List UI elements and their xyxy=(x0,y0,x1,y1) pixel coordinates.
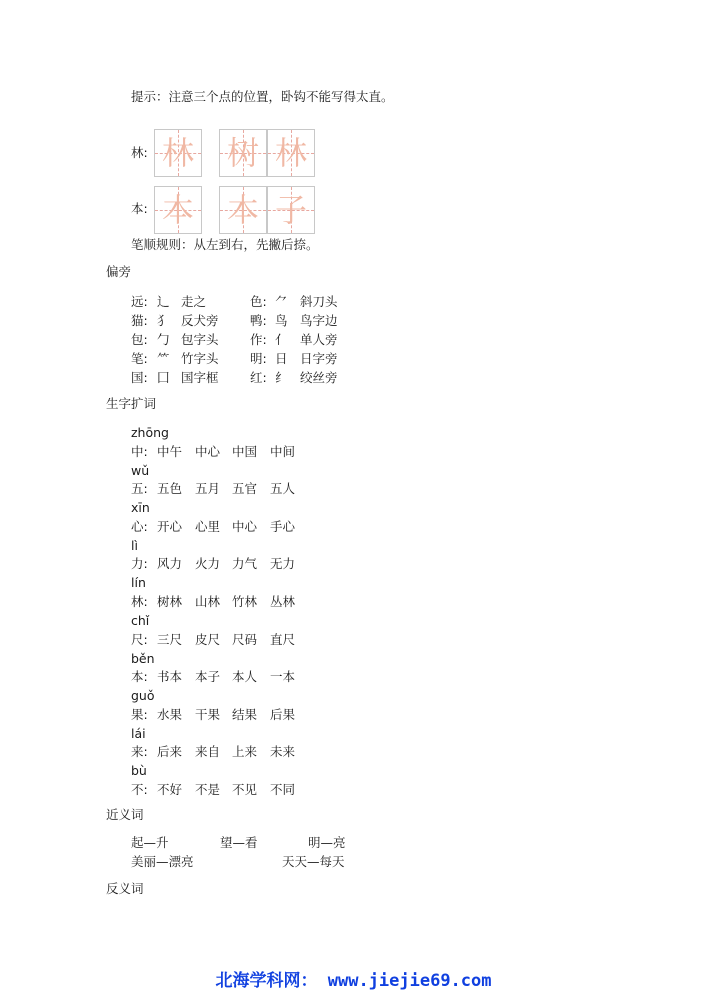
radical-symbol: 亻 xyxy=(275,332,288,347)
vocab-word: 手心 xyxy=(270,519,296,534)
vocab-word: 后来 xyxy=(157,744,183,759)
radical-symbol: ⺈ xyxy=(275,294,288,309)
vocab-word: 五人 xyxy=(270,481,296,496)
vocab-word: 结果 xyxy=(232,707,258,722)
footer-watermark: 北海学科网： www.jiejie69.com xyxy=(215,971,492,991)
vocab-character: 心: xyxy=(131,519,148,534)
section-heading-synonyms: 近义词 xyxy=(106,807,144,822)
synonym-pair: 望—看 xyxy=(220,835,258,850)
vocab-word: 无力 xyxy=(270,556,296,571)
vocab-character: 来: xyxy=(131,744,148,759)
radical-symbol: 日 xyxy=(275,351,288,366)
vocab-word: 山林 xyxy=(195,594,221,609)
section-heading-vocab: 生字扩词 xyxy=(106,396,157,411)
radical-name: 鸟字边 xyxy=(300,313,338,328)
writing-grid-cell xyxy=(219,186,267,234)
radical-symbol: 辶 xyxy=(157,294,170,309)
vocab-pinyin: guǒ xyxy=(131,688,155,703)
radical-symbol: 勹 xyxy=(157,332,170,347)
vocab-pinyin: bù xyxy=(131,763,147,778)
vocab-character: 力: xyxy=(131,556,148,571)
radical-symbol: 鸟 xyxy=(275,313,288,328)
vocab-pinyin: lái xyxy=(131,726,146,741)
vocab-word: 干果 xyxy=(195,707,221,722)
vocab-word: 中心 xyxy=(232,519,258,534)
vocab-word: 皮尺 xyxy=(195,632,221,647)
radical-symbol: ⺮ xyxy=(157,351,170,366)
vocab-pinyin: xīn xyxy=(131,500,150,515)
vocab-word: 中午 xyxy=(157,444,183,459)
vocab-character: 林: xyxy=(131,594,148,609)
vocab-word: 水果 xyxy=(157,707,183,722)
synonym-pair: 明—亮 xyxy=(308,835,346,850)
radical-char: 明: xyxy=(250,351,267,366)
radical-char: 红: xyxy=(250,370,267,385)
writing-grid-cell xyxy=(267,186,315,234)
vocab-word: 尺码 xyxy=(232,632,258,647)
radical-name: 单人旁 xyxy=(300,332,338,347)
vocab-word: 书本 xyxy=(157,669,183,684)
vocab-word: 火力 xyxy=(195,556,221,571)
vocab-word: 五色 xyxy=(157,481,183,496)
radical-char: 作: xyxy=(250,332,267,347)
synonym-pair: 天天—每天 xyxy=(282,854,345,869)
vocab-word: 直尺 xyxy=(270,632,296,647)
radical-name: 国字框 xyxy=(181,370,219,385)
vocab-word: 一本 xyxy=(270,669,296,684)
vocab-word: 丛林 xyxy=(270,594,296,609)
vocab-word: 未来 xyxy=(270,744,296,759)
vocab-word: 不好 xyxy=(157,782,183,797)
writing-row-label: 林: xyxy=(131,145,148,160)
vocab-word: 本人 xyxy=(232,669,258,684)
stroke-order-rule: 笔顺规则：从左到右，先撇后捺。 xyxy=(131,237,319,252)
trace-character: 子 xyxy=(274,191,307,229)
vocab-word: 本子 xyxy=(195,669,221,684)
vocab-word: 三尺 xyxy=(157,632,183,647)
vocab-word: 不同 xyxy=(270,782,296,797)
writing-grid-cell xyxy=(219,129,267,177)
vocab-word: 心里 xyxy=(195,519,221,534)
writing-grid-cell xyxy=(154,186,202,234)
vocab-character: 果: xyxy=(131,707,148,722)
vocab-pinyin: wǔ xyxy=(131,463,150,478)
trace-character: 树 xyxy=(226,134,259,172)
radical-char: 色: xyxy=(250,294,267,309)
section-heading-antonyms: 反义词 xyxy=(106,881,144,896)
radical-char: 猫: xyxy=(131,313,148,328)
vocab-word: 来自 xyxy=(195,744,221,759)
radical-symbol: 囗 xyxy=(157,370,170,385)
hint-text: 提示：注意三个点的位置，卧钩不能写得太直。 xyxy=(131,89,394,104)
radical-name: 竹字头 xyxy=(181,351,219,366)
vocab-character: 五: xyxy=(131,481,148,496)
vocab-word: 五官 xyxy=(232,481,258,496)
vocab-word: 不见 xyxy=(232,782,258,797)
radical-name: 日字旁 xyxy=(300,351,338,366)
radical-name: 包字头 xyxy=(181,332,219,347)
synonym-pair: 美丽—漂亮 xyxy=(131,854,194,869)
trace-character: 林 xyxy=(274,134,307,172)
radical-char: 远: xyxy=(131,294,148,309)
writing-grid-cell xyxy=(267,129,315,177)
section-heading-radicals: 偏旁 xyxy=(106,264,132,279)
vocab-word: 风力 xyxy=(157,556,183,571)
vocab-word: 上来 xyxy=(232,744,258,759)
radical-symbol: 纟 xyxy=(275,370,288,385)
trace-character: 本 xyxy=(226,191,259,229)
vocab-pinyin: běn xyxy=(131,651,155,666)
vocab-word: 竹林 xyxy=(232,594,258,609)
trace-character: 本 xyxy=(161,191,194,229)
vocab-word: 五月 xyxy=(195,481,221,496)
synonym-pair: 起—升 xyxy=(131,835,169,850)
vocab-pinyin: lì xyxy=(131,538,138,553)
radical-char: 笔: xyxy=(131,351,148,366)
vocab-word: 后果 xyxy=(270,707,296,722)
trace-character: 林 xyxy=(161,134,194,172)
radical-name: 反犬旁 xyxy=(181,313,219,328)
radical-name: 走之 xyxy=(181,294,207,309)
vocab-word: 树林 xyxy=(157,594,183,609)
vocab-word: 开心 xyxy=(157,519,183,534)
vocab-word: 中国 xyxy=(232,444,258,459)
vocab-character: 中: xyxy=(131,444,148,459)
radical-name: 绞丝旁 xyxy=(300,370,338,385)
writing-row-label: 本: xyxy=(131,201,148,216)
radical-name: 斜刀头 xyxy=(300,294,338,309)
vocab-pinyin: lín xyxy=(131,575,146,590)
vocab-character: 不: xyxy=(131,782,148,797)
radical-char: 鸭: xyxy=(250,313,267,328)
vocab-word: 不是 xyxy=(195,782,221,797)
vocab-word: 中间 xyxy=(270,444,296,459)
vocab-word: 中心 xyxy=(195,444,221,459)
vocab-character: 尺: xyxy=(131,632,148,647)
writing-grid-cell xyxy=(154,129,202,177)
radical-char: 国: xyxy=(131,370,148,385)
vocab-word: 力气 xyxy=(232,556,258,571)
vocab-pinyin: zhōng xyxy=(131,425,169,440)
radical-char: 包: xyxy=(131,332,148,347)
radical-symbol: 犭 xyxy=(157,313,170,328)
vocab-pinyin: chǐ xyxy=(131,613,150,628)
vocab-character: 本: xyxy=(131,669,148,684)
